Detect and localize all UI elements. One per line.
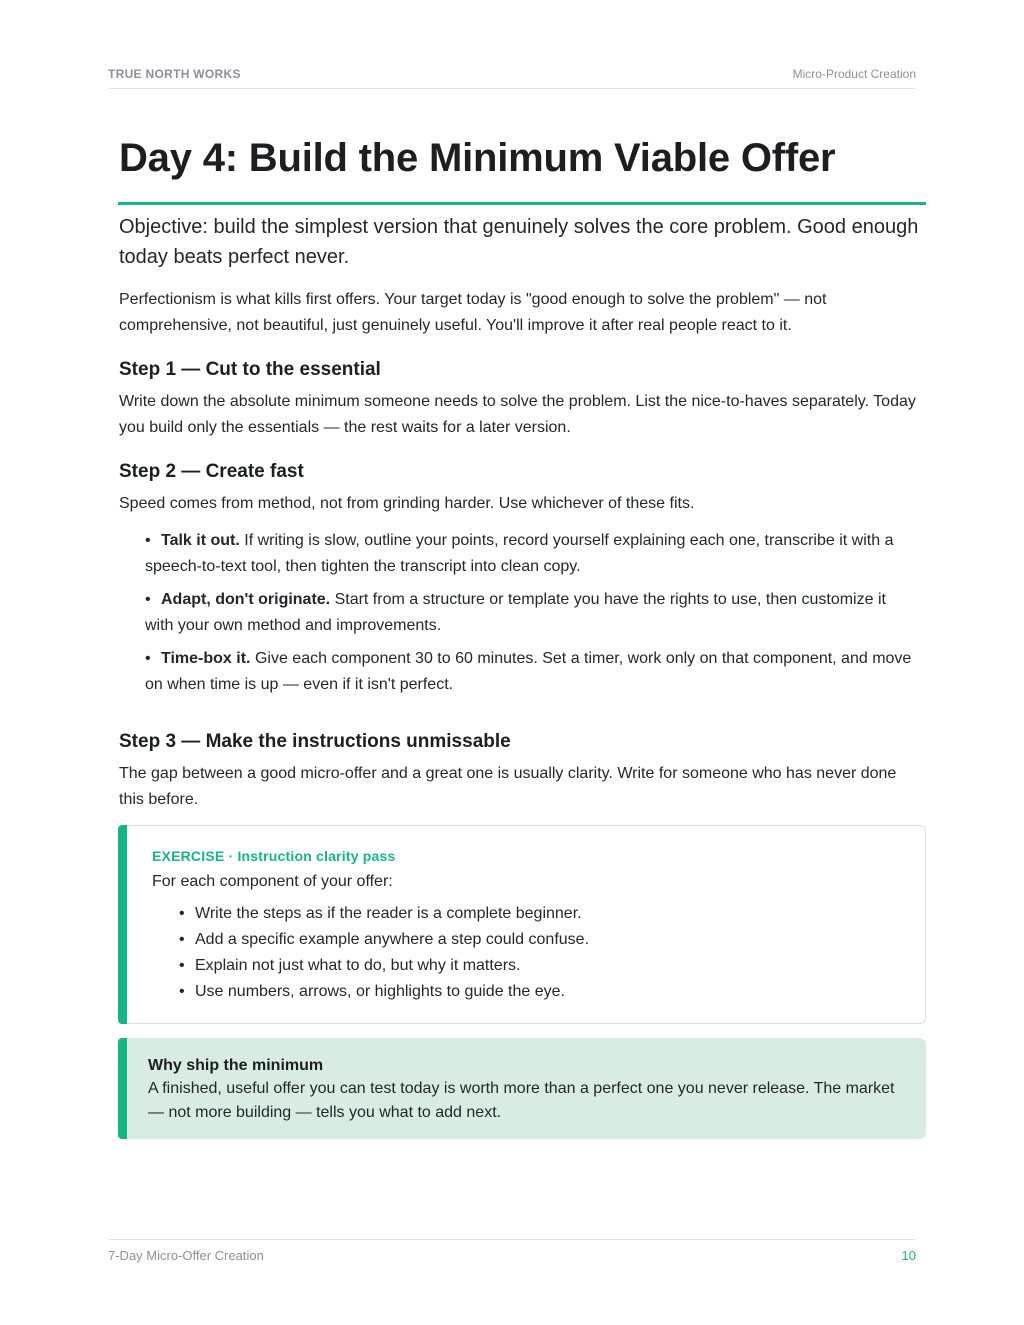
tip-text: Give each component 30 to 60 minutes. Set a timer, work only on that component, and move on when time is up — even if it isn't perfect. — [145, 650, 912, 693]
exercise-item: Explain not just what to do, but why it matters. — [195, 957, 521, 974]
step-1-body: Write down the absolute minimum someone needs to solve the problem. List the nice-to-haves separately. Today you build only the essentials — the rest waits for a later version. — [119, 393, 916, 436]
list-item — [179, 953, 589, 979]
bullet-icon: • — [179, 957, 185, 974]
footer-title: 7-Day Micro-Offer Creation — [108, 1248, 264, 1263]
page-footer — [108, 1239, 916, 1269]
callout-body: A finished, useful offer you can test today is worth more than a perfect one you never release. The market — not more building — tells you what to add next. — [148, 1080, 895, 1121]
bullet-icon: • — [179, 931, 185, 948]
list-item — [145, 587, 915, 639]
list-item — [179, 927, 589, 953]
list-item — [145, 646, 915, 698]
bullet-icon: • — [145, 650, 151, 667]
bullet-icon: • — [145, 532, 151, 549]
exercise-item: Write the steps as if the reader is a complete beginner. — [195, 905, 582, 922]
bullet-icon: • — [145, 591, 151, 608]
callout-accent-bar — [118, 1038, 127, 1139]
method-tips-list — [145, 528, 915, 705]
tip-text: Start from a structure or template you have the rights to use, then customize it with your own method and improvements. — [145, 591, 886, 634]
exercise-label: EXERCISE · Instruction clarity pass — [152, 848, 396, 864]
page-title: Day 4: Build the Minimum Viable Offer — [119, 136, 836, 180]
intro-paragraph: Perfectionism is what kills first offers. Your target today is "good enough to solve the problem" — not comprehensive, not beautiful, just genuinely useful. You'll improve it after real people react to it. — [119, 291, 827, 334]
title-underline — [118, 202, 926, 205]
exercise-intro: For each component of your offer: — [152, 873, 393, 890]
list-item — [145, 528, 915, 580]
bullet-icon: • — [179, 983, 185, 1000]
page-header — [108, 66, 916, 89]
tip-text: If writing is slow, outline your points, record yourself explaining each one, transcribe it with a speech-to-text tool, then tighten the transcript into clean copy. — [145, 532, 894, 575]
tip-title: Adapt, don't originate. — [161, 591, 331, 608]
exercise-accent-bar — [118, 825, 127, 1024]
tip-title: Talk it out. — [161, 532, 240, 549]
step-3-heading: Step 3 — Make the instructions unmissable — [119, 731, 511, 752]
bullet-icon: • — [179, 905, 185, 922]
step-2-body: Speed comes from method, not from grinding harder. Use whichever of these fits. — [119, 495, 695, 512]
list-item — [179, 979, 589, 1005]
page-number: 10 — [901, 1248, 916, 1263]
step-2-heading: Step 2 — Create fast — [119, 461, 304, 482]
brand-name: TRUE NORTH WORKS — [108, 67, 241, 81]
callout-box — [118, 1038, 926, 1139]
callout-title: Why ship the minimum — [148, 1057, 324, 1074]
exercise-list — [179, 901, 589, 1005]
step-1-heading: Step 1 — Cut to the essential — [119, 359, 381, 380]
exercise-item: Add a specific example anywhere a step could confuse. — [195, 931, 590, 948]
tip-title: Time-box it. — [161, 650, 251, 667]
section-name: Micro-Product Creation — [792, 67, 916, 81]
exercise-box — [118, 825, 926, 1024]
exercise-item: Use numbers, arrows, or highlights to guide the eye. — [195, 983, 565, 1000]
step-3-body: The gap between a good micro-offer and a great one is usually clarity. Write for someone who has never done this before. — [119, 765, 897, 808]
objective-text: Objective: build the simplest version that genuinely solves the core problem. Good enough today beats perfect never. — [119, 216, 919, 268]
list-item — [179, 901, 589, 927]
